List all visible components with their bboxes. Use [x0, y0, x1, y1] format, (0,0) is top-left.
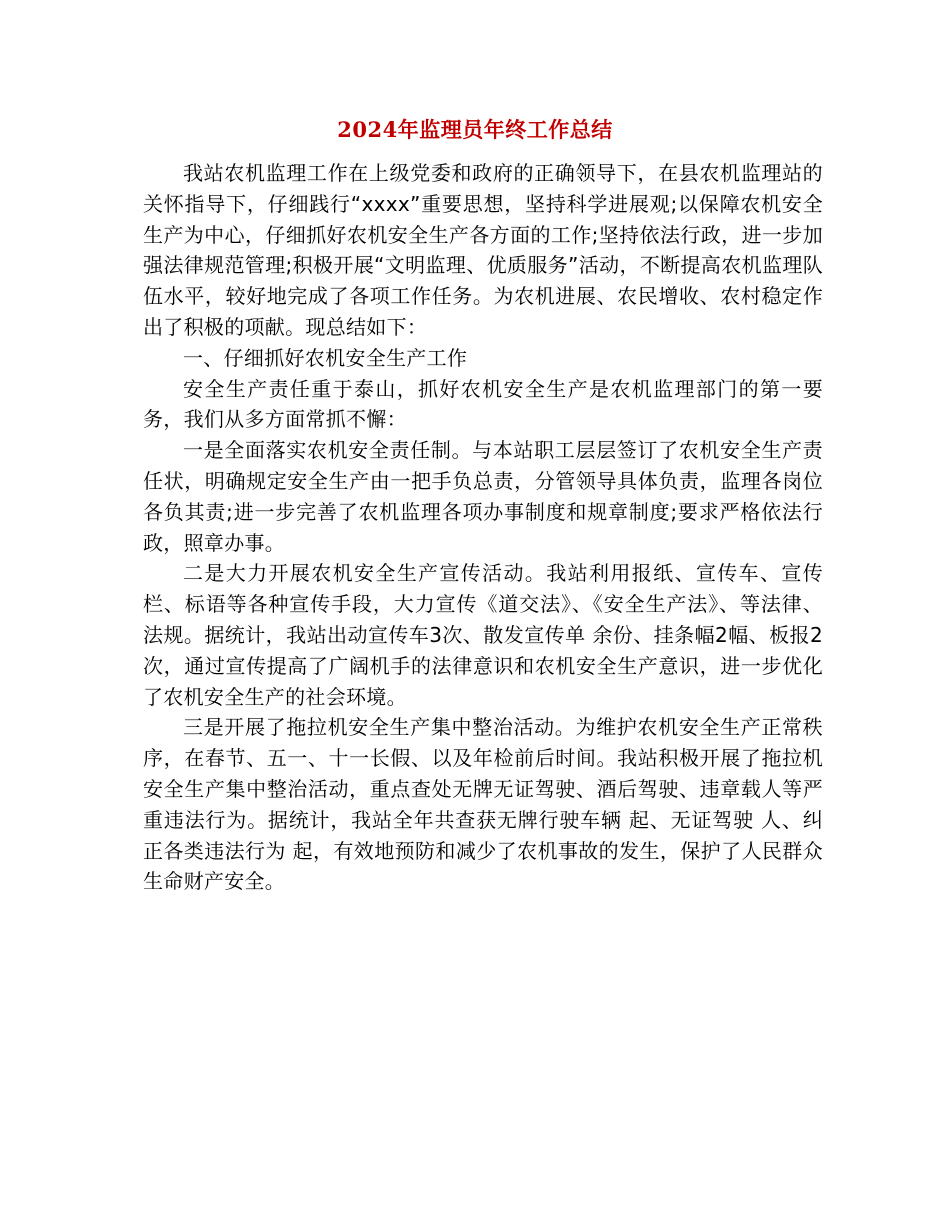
paragraph-intro: 我站农机监理工作在上级党委和政府的正确领导下，在县农机监理站的关怀指导下，仔细践行“xxxx”重要思想，坚持科学进展观;以保障农机安全生产为中心，仔细抓好农机安全生产各方面的工作;坚持依法行政，进一步加强法律规范管理;积极开展“文明监理、优质服务”活动，不断提高农机监理队伍水平，较好地完成了各项工作任务。为农机进展、农民增收、农村稳定作出了积极的项献。现总结如下：: [143, 161, 823, 339]
paragraph-item-1: 一是全面落实农机安全责任制。与本站职工层层签订了农机安全生产责任状，明确规定安全生产由一把手负总责，分管领导具体负责，监理各岗位各负其责;进一步完善了农机监理各项办事制度和规章制度;要求严格依法行政，照章办事。: [143, 438, 823, 555]
paragraph-item-2: 二是大力开展农机安全生产宣传活动。我站利用报纸、宣传车、宣传栏、标语等各种宣传手段，大力宣传《道交法》、《安全生产法》、等法律、法规。据统计，我站出动宣传车3次、散发宣传单 余份、挂条幅2幅、板报2次，通过宣传提高了广阔机手的法律意识和农机安全生产意识，进一步优化了农机安全生产的社会环境。: [143, 561, 823, 709]
document-body: [143, 158, 823, 897]
section-heading-1: 一、仔细抓好农机安全生产工作: [183, 345, 468, 370]
document-title: 2024年监理员年终工作总结: [337, 117, 613, 142]
paragraph-item-3: 三是开展了拖拉机安全生产集中整治活动。为维护农机安全生产正常秩序，在春节、五一、十一长假、以及年检前后时间。我站积极开展了拖拉机安全生产集中整治活动，重点查处无牌无证驾驶、酒后驾驶、违章载人等严重违法行为。据统计，我站全年共查获无牌行驶车辆 起、无证驾驶 人、纠正各类违法行为 起，有效地预防和减少了农机事故的发生，保护了人民群众生命财产安全。: [143, 715, 823, 894]
paragraph-safety-responsibility: 安全生产责任重于泰山，抓好农机安全生产是农机监理部门的第一要务，我们从多方面常抓不懈：: [143, 376, 823, 432]
